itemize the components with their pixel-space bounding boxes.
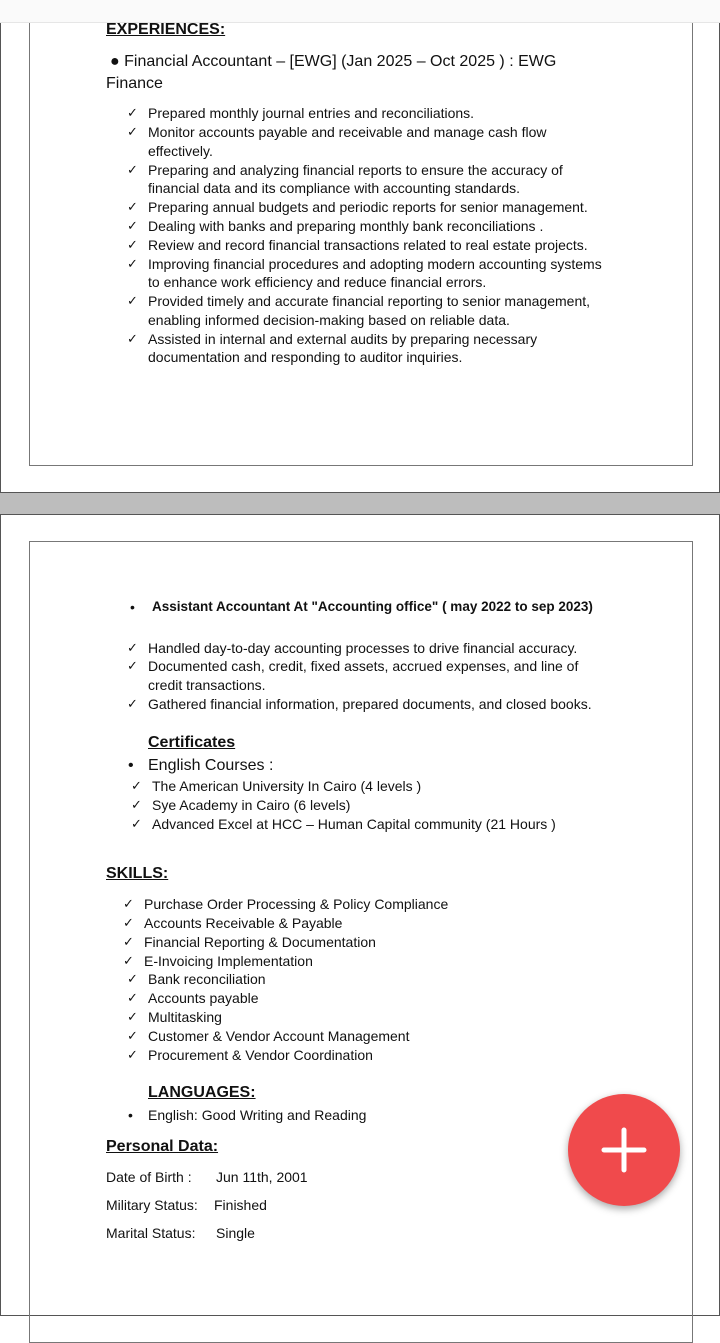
- skill-item: E-Invoicing Implementation: [144, 953, 313, 969]
- military-value: Finished: [214, 1197, 267, 1213]
- marital-label: Marital Status:: [106, 1225, 196, 1241]
- skill-item: Purchase Order Processing & Policy Compliance: [144, 896, 449, 912]
- list-item: Prepared monthly journal entries and reconciliations.: [148, 105, 475, 121]
- checkmark-icon: ✓: [131, 778, 142, 793]
- dob-value: Jun 11th, 2001: [216, 1169, 308, 1185]
- list-item: documentation and responding to auditor inquiries.: [148, 349, 463, 365]
- skill-item: Customer & Vendor Account Management: [148, 1028, 410, 1044]
- checkmark-icon: ✓: [127, 696, 138, 711]
- list-item: Gathered financial information, prepared documents, and closed books.: [148, 696, 592, 712]
- dob-label: Date of Birth :: [106, 1169, 192, 1185]
- bullet: •: [128, 757, 134, 774]
- job1-title-cont: Finance: [106, 75, 163, 92]
- experiences-heading: EXPERIENCES:: [106, 21, 226, 38]
- checkmark-icon: ✓: [127, 331, 138, 346]
- checkmark-icon: ✓: [127, 990, 138, 1005]
- checkmark-icon: ✓: [123, 915, 134, 930]
- page-separator: [0, 493, 720, 514]
- certificates-heading: Certificates: [148, 734, 236, 751]
- viewer-top-bar: [0, 0, 720, 23]
- skill-item: Multitasking: [148, 1009, 222, 1025]
- checkmark-icon: ✓: [127, 199, 138, 214]
- checkmark-icon: ✓: [123, 953, 134, 968]
- checkmark-icon: ✓: [123, 934, 134, 949]
- checkmark-icon: ✓: [127, 971, 138, 986]
- plus-icon: [601, 1127, 647, 1173]
- checkmark-icon: ✓: [127, 162, 138, 177]
- languages-heading: LANGUAGES:: [148, 1084, 256, 1101]
- list-item: enabling informed decision-making based on reliable data.: [148, 312, 510, 328]
- list-item: effectively.: [148, 143, 213, 159]
- checkmark-icon: ✓: [123, 896, 134, 911]
- checkmark-icon: ✓: [127, 124, 138, 139]
- job1-title: ● Financial Accountant – [EWG] (Jan 2025 – Oct 2025 ) : EWG: [110, 53, 557, 70]
- checkmark-icon: ✓: [127, 1009, 138, 1024]
- bullet: •: [130, 599, 135, 615]
- checkmark-icon: ✓: [127, 1047, 138, 1062]
- list-item: Preparing annual budgets and periodic reports for senior management.: [148, 199, 588, 215]
- checkmark-icon: ✓: [127, 256, 138, 271]
- checkmark-icon: ✓: [127, 293, 138, 308]
- list-item: Handled day-to-day accounting processes to drive financial accuracy.: [148, 640, 578, 656]
- list-item: Review and record financial transactions related to real estate projects.: [148, 237, 588, 253]
- checkmark-icon: ✓: [127, 640, 138, 655]
- checkmark-icon: ✓: [127, 218, 138, 233]
- language-item: English: Good Writing and Reading: [148, 1107, 367, 1123]
- skill-item: Procurement & Vendor Coordination: [148, 1047, 373, 1063]
- checkmark-icon: ✓: [127, 105, 138, 120]
- checkmark-icon: ✓: [131, 797, 142, 812]
- personal-data-heading: Personal Data:: [106, 1138, 219, 1155]
- skill-item: Accounts Receivable & Payable: [144, 915, 343, 931]
- military-label: Military Status:: [106, 1197, 198, 1213]
- skill-item: Accounts payable: [148, 990, 259, 1006]
- checkmark-icon: ✓: [131, 816, 142, 831]
- bullet: •: [128, 1107, 133, 1123]
- add-fab-button[interactable]: [568, 1094, 680, 1206]
- skill-item: Financial Reporting & Documentation: [144, 934, 376, 950]
- list-item: Improving financial procedures and adopting modern accounting systems: [148, 256, 602, 272]
- checkmark-icon: ✓: [127, 237, 138, 252]
- list-item: Documented cash, credit, fixed assets, accrued expenses, and line of: [148, 658, 579, 674]
- list-item: Advanced Excel at HCC – Human Capital community (21 Hours ): [152, 816, 556, 832]
- list-item: financial data and its compliance with accounting standards.: [148, 180, 520, 196]
- list-item: Dealing with banks and preparing monthly bank reconciliations .: [148, 218, 544, 234]
- checkmark-icon: ✓: [127, 1028, 138, 1043]
- job2-title: Assistant Accountant At "Accounting office" ( may 2022 to sep 2023): [152, 599, 593, 614]
- list-item: credit transactions.: [148, 677, 266, 693]
- list-item: The American University In Cairo (4 levels ): [152, 778, 422, 794]
- list-item: Assisted in internal and external audits by preparing necessary: [148, 331, 538, 347]
- skill-item: Bank reconciliation: [148, 971, 266, 987]
- list-item: Preparing and analyzing financial reports to ensure the accuracy of: [148, 162, 563, 178]
- marital-value: Single: [216, 1225, 255, 1241]
- list-item: Sye Academy in Cairo (6 levels): [152, 797, 351, 813]
- skills-heading: SKILLS:: [106, 865, 169, 882]
- list-item: Provided timely and accurate financial reporting to senior management,: [148, 293, 591, 309]
- list-item: to enhance work efficiency and reduce financial errors.: [148, 274, 487, 290]
- certificate-group: English Courses :: [148, 757, 274, 774]
- list-item: Monitor accounts payable and receivable and manage cash flow: [148, 124, 547, 140]
- checkmark-icon: ✓: [127, 658, 138, 673]
